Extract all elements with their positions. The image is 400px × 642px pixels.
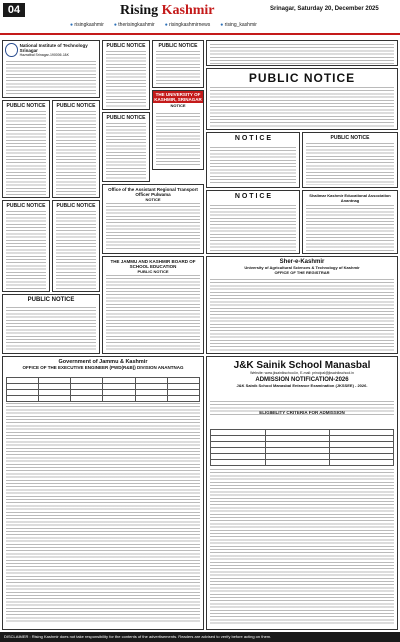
nit-subtitle: Hazratbal Srinagar-190006 J&K bbox=[19, 53, 70, 57]
public-notice-1 bbox=[2, 100, 50, 198]
public-notice-9 bbox=[302, 132, 398, 188]
rto-subtitle: NOTICE bbox=[145, 197, 161, 202]
jkbose-subtitle: PUBLIC NOTICE bbox=[137, 269, 169, 274]
pwd-table bbox=[6, 377, 200, 402]
brand-part-2: Kashmir bbox=[161, 3, 215, 18]
skuast-notice bbox=[206, 256, 398, 354]
skuast-title: Sher-e-Kashmir bbox=[279, 259, 325, 265]
public-notice-3 bbox=[2, 200, 50, 292]
skuast-body-text bbox=[210, 279, 394, 351]
big-notice-title: PUBLIC NOTICE bbox=[248, 71, 356, 85]
skuast-subtitle: University of Agricultural Sciences & Technology of Kashmir bbox=[244, 265, 360, 270]
pwd-body-text bbox=[6, 403, 200, 623]
notice-body-text bbox=[106, 123, 146, 179]
public-notice-6 bbox=[102, 40, 150, 110]
pwd-tender-ad bbox=[2, 356, 204, 630]
big-public-notice bbox=[206, 68, 398, 130]
notice-title: PUBLIC NOTICE bbox=[27, 297, 75, 303]
twitter-handle[interactable]: ● risingkashmir bbox=[70, 22, 104, 32]
nit-logo-icon bbox=[5, 43, 18, 57]
ku-subtitle: NOTICE bbox=[170, 103, 186, 108]
notice-body-text bbox=[106, 51, 146, 107]
nit-ad bbox=[2, 40, 100, 98]
public-notice-4 bbox=[52, 200, 100, 292]
notice-block-2 bbox=[206, 190, 300, 254]
notice-body-text bbox=[210, 147, 296, 185]
skuast-office: OFFICE OF THE REGISTRAR bbox=[274, 270, 330, 275]
notice-body-text bbox=[6, 211, 46, 289]
notice-title: PUBLIC NOTICE bbox=[106, 43, 146, 49]
eligibility-table bbox=[210, 429, 394, 466]
notice-title: PUBLIC NOTICE bbox=[330, 135, 370, 141]
instagram-handle[interactable]: ● risingkashmirnews bbox=[165, 22, 211, 32]
sainik-sub: J&K Sainik School Manasbal Entrance Examination (JKSSEE) - 2026. bbox=[236, 383, 368, 388]
notice-body-text bbox=[56, 211, 96, 289]
nit-body-text bbox=[6, 61, 96, 95]
sainik-body-text bbox=[210, 469, 394, 625]
notice-body-text bbox=[306, 143, 394, 185]
skuast-ea-body-text bbox=[306, 205, 394, 251]
sainik-school-ad bbox=[206, 356, 398, 630]
notice-title: PUBLIC NOTICE bbox=[158, 43, 198, 49]
nit-title: National Institute of Technology Srinagar bbox=[19, 43, 88, 53]
jkbose-title: THE JAMMU AND KASHMIR BOARD OF SCHOOL EDUCATION bbox=[110, 259, 196, 269]
public-notice-7 bbox=[152, 40, 204, 88]
notice-title: PUBLIC NOTICE bbox=[106, 115, 146, 121]
notice-title: PUBLIC NOTICE bbox=[56, 203, 96, 209]
skuast-ea-title: Shalimar Kashmir Educational Association Anantnag bbox=[309, 193, 391, 203]
dateline: Srinagar, Saturday 20, December 2025 bbox=[270, 6, 379, 12]
notice-body-text bbox=[6, 111, 46, 195]
notice-body-text bbox=[56, 111, 96, 195]
pwd-subtitle: OFFICE OF THE EXECUTIVE ENGINEER (PWD(R&B)) DIVISION ANANTNAG bbox=[22, 365, 184, 370]
notice-body-text bbox=[210, 44, 394, 64]
brand-part-1: Rising bbox=[120, 3, 159, 18]
notice-title: PUBLIC NOTICE bbox=[6, 103, 46, 109]
notice-body-text bbox=[210, 205, 296, 251]
ku-body-text bbox=[156, 113, 200, 167]
top-right-notice bbox=[206, 40, 398, 66]
notice-title: PUBLIC NOTICE bbox=[56, 103, 96, 109]
page-number: 04 bbox=[3, 3, 25, 17]
public-notice-5 bbox=[2, 294, 100, 354]
notice-body-text bbox=[6, 307, 96, 351]
notice-title: N O T I C E bbox=[234, 135, 272, 142]
notice-block-1 bbox=[206, 132, 300, 188]
notice-title: N O T I C E bbox=[234, 193, 272, 200]
notice-title: PUBLIC NOTICE bbox=[6, 203, 46, 209]
rto-body-text bbox=[106, 203, 200, 251]
header-rule bbox=[0, 33, 400, 35]
public-notice-8 bbox=[102, 112, 150, 182]
public-notice-2 bbox=[52, 100, 100, 198]
rto-title: Office of the Assistant Regional Transport Officer Pulwama bbox=[108, 187, 198, 197]
jkbose-notice bbox=[102, 256, 204, 354]
sainik-admission: ADMISSION NOTIFICATION-2026 bbox=[255, 377, 349, 383]
kashmir-university-notice bbox=[152, 90, 204, 170]
regional-transport-notice bbox=[102, 184, 204, 254]
notice-body-text bbox=[156, 51, 200, 85]
jkbose-body-text bbox=[106, 275, 200, 351]
ku-title: THE UNIVERSITY OF KASHMIR, SRINAGAR bbox=[154, 92, 202, 102]
footer-disclaimer: DISCLAIMER : Rising Kashmir does not take responsibility for the contents of the advertisements. Readers are advised to verify before acting on them. bbox=[0, 632, 400, 642]
sainik-website: Website: www.jksainikschool.in, E-mail: principal@jksainikschool.in bbox=[250, 371, 354, 375]
big-notice-body-text bbox=[210, 87, 394, 127]
social-links bbox=[70, 22, 370, 32]
sainik-criteria: ELIGIBILITY CRITERIA FOR ADMISSION bbox=[259, 410, 345, 415]
brand-logo bbox=[120, 3, 215, 19]
masthead bbox=[0, 0, 400, 36]
skuast-ea-ad bbox=[302, 190, 398, 254]
pwd-title: Government of Jammu & Kashmir bbox=[58, 359, 148, 365]
sainik-title: J&K Sainik School Manasbal bbox=[233, 360, 371, 371]
facebook-handle[interactable]: ● therisingkashmir bbox=[114, 22, 155, 32]
sainik-intro-text bbox=[210, 401, 394, 415]
youtube-handle[interactable]: ● rising_kashmir bbox=[220, 22, 257, 32]
